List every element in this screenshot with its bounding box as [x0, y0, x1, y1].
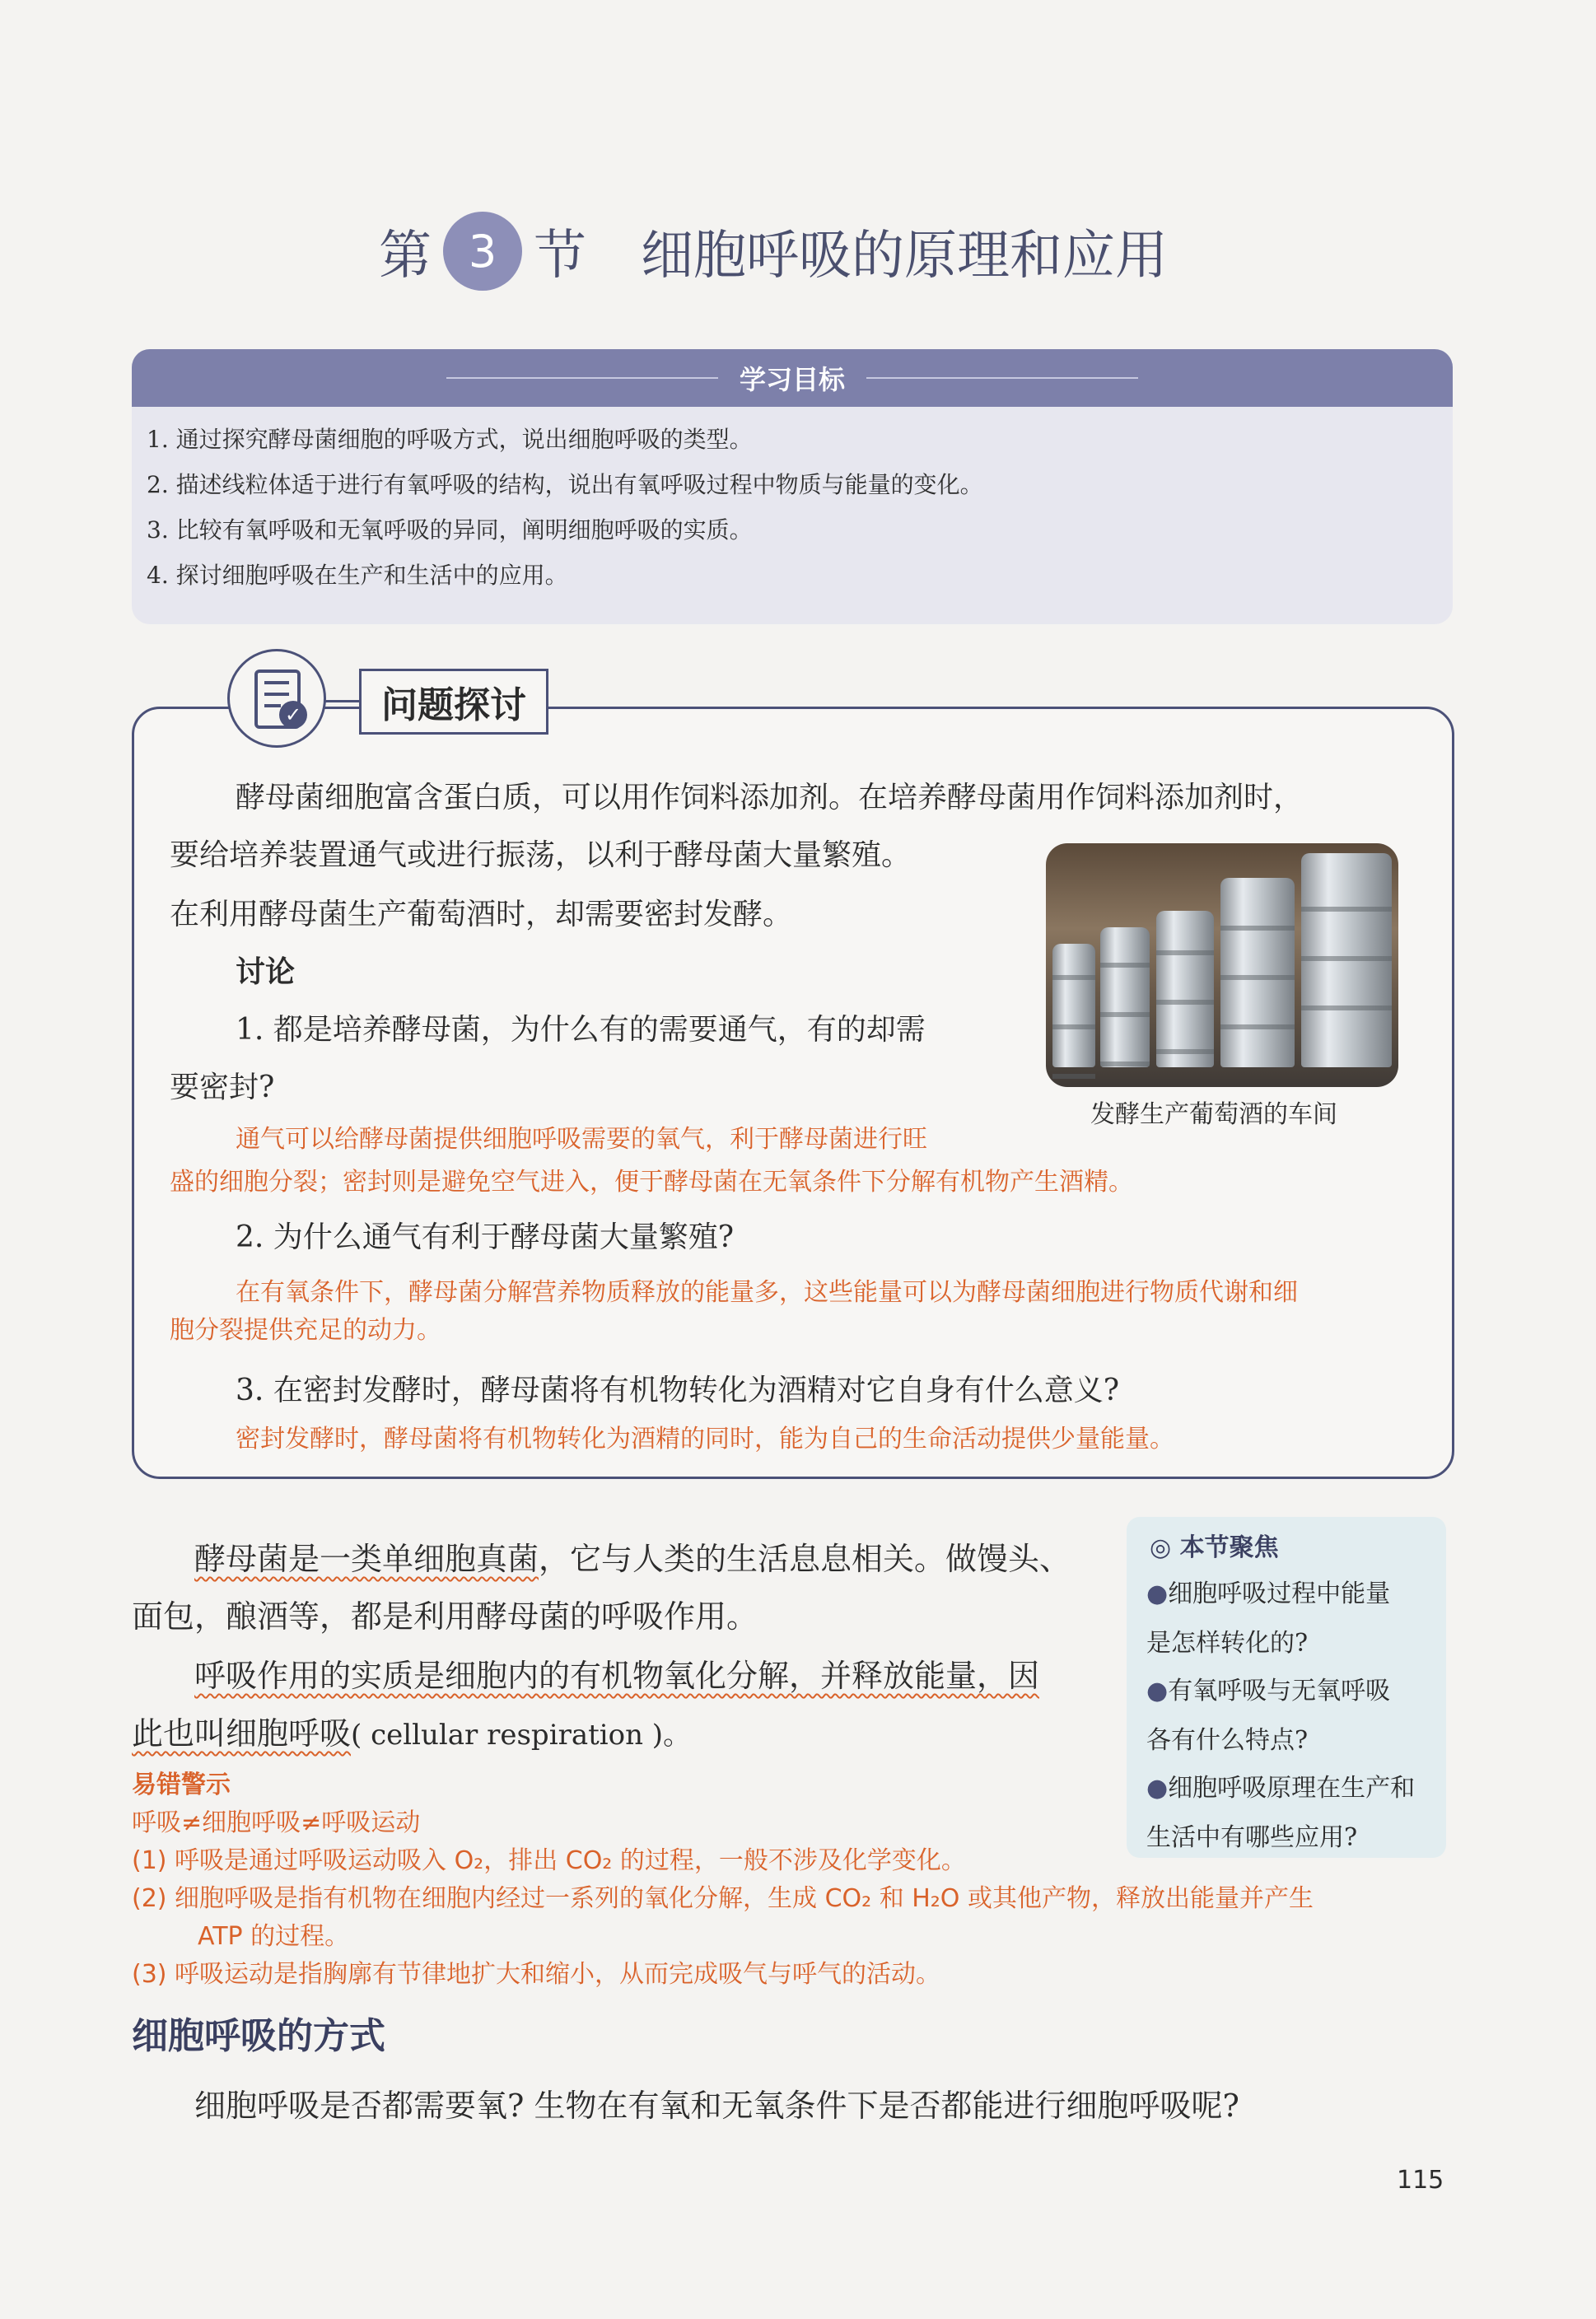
problem-intro-line: 要给培养装置通气或进行振荡，以利于酵母菌大量繁殖。	[170, 838, 912, 872]
winery-fermentation-photo	[1046, 843, 1398, 1087]
title-prefix: 第	[379, 226, 432, 287]
question-2: 2. 为什么通气有利于酵母菌大量繁殖?	[236, 1220, 735, 1254]
bullet-icon: ●	[1146, 1677, 1169, 1705]
title-text: 细胞呼吸的原理和应用	[641, 226, 1168, 287]
bullet-icon: ●	[1146, 1579, 1169, 1608]
problem-exploration-label: 问题探讨	[359, 669, 548, 735]
key-phrase: 酵母菌是一类单细胞真菌	[194, 1541, 539, 1577]
section-title	[379, 206, 1168, 296]
learning-goals-panel	[132, 349, 1453, 624]
goal-item: 4. 探讨细胞呼吸在生产和生活中的应用。	[147, 562, 568, 589]
title-suffix: 节	[534, 226, 586, 287]
body-paragraph-1	[194, 1533, 1071, 1579]
body-paragraph-2	[194, 1650, 1039, 1696]
focus-item: ●细胞呼吸过程中能量 是怎样转化的?	[1146, 1579, 1391, 1658]
learning-goals-list	[132, 407, 1453, 598]
english-term: ( cellular respiration )。	[351, 1719, 692, 1752]
photo-caption: 发酵生产葡萄酒的车间	[1090, 1100, 1337, 1129]
discussion-heading: 讨论	[236, 955, 296, 989]
warning-line: (1) 呼吸是通过呼吸运动吸入 O₂，排出 CO₂ 的过程，一般不涉及化学变化。	[132, 1846, 966, 1875]
focus-heading: ◎ 本节聚焦	[1150, 1533, 1279, 1562]
goal-item: 3. 比较有氧呼吸和无氧呼吸的异同，阐明细胞呼吸的实质。	[147, 516, 753, 544]
warning-heading: 易错警示	[132, 1771, 231, 1799]
page-number: 115	[1397, 2166, 1444, 2195]
key-phrase: 呼吸作用的实质是细胞内的有机物氧化分解，并释放能量，因	[194, 1658, 1040, 1694]
body-paragraph-2-cont	[132, 1708, 691, 1753]
section-text: 细胞呼吸是否都需要氧? 生物在有氧和无氧条件下是否都能进行细胞呼吸呢?	[194, 2088, 1239, 2124]
learning-goals-heading: 学习目标	[739, 364, 845, 395]
section-heading: 细胞呼吸的方式	[132, 2015, 385, 2057]
warning-line: 呼吸≠细胞呼吸≠呼吸运动	[132, 1808, 421, 1837]
focus-item: ●有氧呼吸与无氧呼吸 各有什么特点?	[1146, 1677, 1391, 1755]
answer-1-cont: 盛的细胞分裂；密封则是避免空气进入，便于酵母菌在无氧条件下分解有机物产生酒精。	[170, 1168, 1133, 1197]
problem-intro-line: 在利用酵母菌生产葡萄酒时，却需要密封发酵。	[170, 898, 793, 931]
answer-2-cont: 胞分裂提供充足的动力。	[170, 1316, 441, 1345]
divider	[446, 377, 718, 379]
divider	[866, 377, 1138, 379]
problem-intro-line: 酵母菌细胞富含蛋白质，可以用作饲料添加剂。在培养酵母菌用作饲料添加剂时，	[236, 781, 1304, 814]
divider	[321, 700, 359, 702]
learning-goals-header	[132, 349, 1453, 407]
key-phrase: 此也叫细胞呼吸	[132, 1715, 352, 1752]
warning-line: (3) 呼吸运动是指胸廓有节律地扩大和缩小，从而完成吸气与呼气的活动。	[132, 1960, 941, 1989]
goal-item: 1. 通过探究酵母菌细胞的呼吸方式，说出细胞呼吸的类型。	[147, 426, 753, 453]
warning-line: (2) 细胞呼吸是指有机物在细胞内经过一系列的氧化分解，生成 CO₂ 和 H₂O 或其他产物，释放出能量并产生	[132, 1884, 1314, 1913]
answer-3: 密封发酵时，酵母菌将有机物转化为酒精的同时，能为自己的生命活动提供少量能量。	[236, 1425, 1174, 1453]
question-3: 3. 在密封发酵时，酵母菌将有机物转化为酒精对它自身有什么意义?	[236, 1374, 1120, 1407]
body-paragraph-1-cont: 面包，酿酒等，都是利用酵母菌的呼吸作用。	[132, 1598, 758, 1635]
section-number-badge: 3	[443, 212, 522, 291]
bullet-icon: ●	[1146, 1774, 1169, 1803]
clipboard-check-icon: ✓	[227, 649, 326, 748]
problem-exploration-box	[132, 707, 1454, 1479]
answer-2: 在有氧条件下，酵母菌分解营养物质释放的能量多，这些能量可以为酵母菌细胞进行物质代谢和细	[236, 1278, 1298, 1307]
question-1-cont: 要密封?	[170, 1071, 275, 1104]
body-text: ，它与人类的生活息息相关。做馒头、	[539, 1541, 1071, 1577]
warning-line: ATP 的过程。	[198, 1922, 350, 1951]
section-focus-box	[1127, 1517, 1446, 1858]
answer-1: 通气可以给酵母菌提供细胞呼吸需要的氧气，利于酵母菌进行旺	[236, 1125, 927, 1154]
focus-item: ●细胞呼吸原理在生产和 生活中有哪些应用?	[1146, 1774, 1416, 1852]
goal-item: 2. 描述线粒体适于进行有氧呼吸的结构，说出有氧呼吸过程中物质与能量的变化。	[147, 471, 983, 498]
question-1: 1. 都是培养酵母菌，为什么有的需要通气，有的却需	[236, 1013, 926, 1047]
